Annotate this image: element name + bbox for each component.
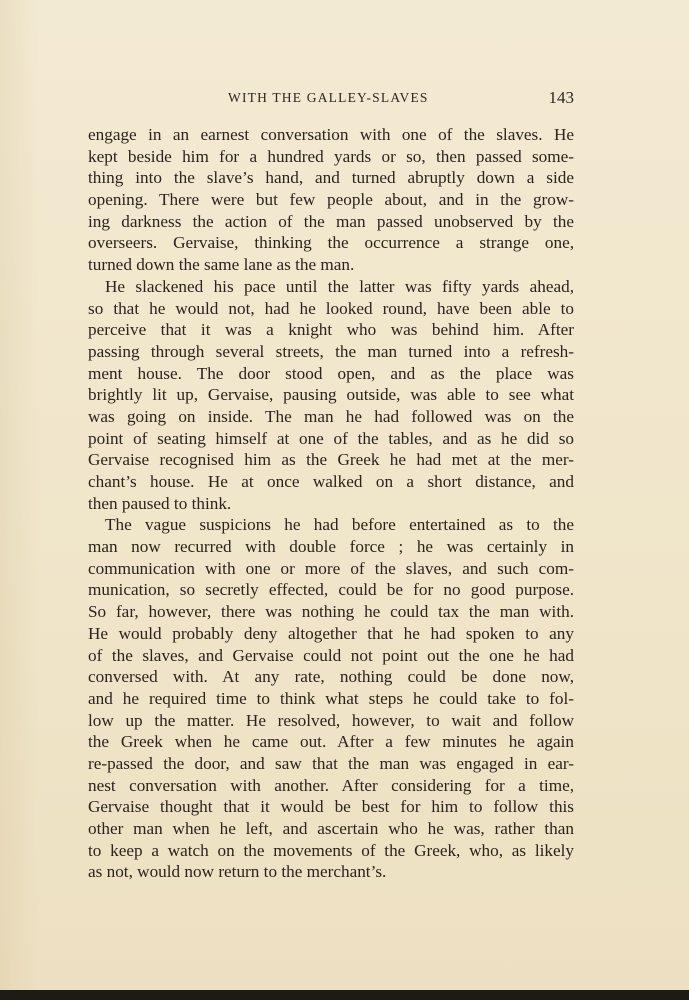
text-line: so that he would not, had he looked round, have been able to (88, 298, 574, 318)
text-line: of the slaves, and Gervaise could not point out the one he had (88, 645, 574, 665)
text-line: the Greek when he came out. After a few minutes he again (88, 732, 574, 752)
text-line: Gervaise recognised him as the Greek he had met at the mer- (88, 450, 574, 470)
text-line: perceive that it was a knight who was behind him. After (88, 320, 574, 340)
text-line: ment house. The door stood open, and as the place was (88, 363, 574, 383)
page-header (88, 88, 574, 110)
text-line: re-passed the door, and saw that the man was engaged in ear- (88, 753, 574, 773)
text-line: brightly lit up, Gervaise, pausing outside, was able to see what (88, 385, 574, 405)
text-line: chant’s house. He at once walked on a short distance, and (88, 472, 574, 491)
text-line: nest conversation with another. After considering for a time, (88, 775, 574, 795)
page-number: 143 (548, 88, 574, 107)
text-line: other man when he left, and ascertain who he was, rather than (88, 819, 574, 838)
text-line: ing darkness the action of the man passed unobserved by the (88, 211, 574, 231)
text-line: kept beside him for a hundred yards or so, then passed some- (88, 146, 574, 166)
text-line: passing through several streets, the man turned into a refresh- (88, 341, 574, 361)
body-text (88, 124, 574, 883)
text-line: and he required time to think what steps he could take to fol- (88, 688, 574, 708)
text-line: man now recurred with double force ; he was certainly in (88, 537, 574, 557)
bottom-edge-bar (0, 990, 689, 1000)
text-line: Gervaise thought that it would be best for him to follow this (88, 797, 574, 817)
text-line: So far, however, there was nothing he could tax the man with. (88, 602, 574, 622)
text-line: then paused to think. (88, 493, 232, 513)
text-line: overseers. Gervaise, thinking the occurrence a strange one, (88, 233, 574, 253)
text-line: munication, so secretly effected, could be for no good purpose. (88, 580, 574, 600)
text-line: thing into the slave’s hand, and turned abruptly down a side (88, 168, 574, 188)
text-line: He would probably deny altogether that he had spoken to any (88, 623, 574, 643)
text-line: point of seating himself at one of the tables, and as he did so (88, 428, 574, 448)
text-line: was going on inside. The man he had followed was on the (88, 406, 574, 426)
text-line: to keep a watch on the movements of the Greek, who, as likely (88, 840, 574, 860)
text-line: turned down the same lane as the man. (88, 255, 355, 275)
text-line: as not, would now return to the merchant’s. (88, 862, 387, 882)
text-line: The vague suspicions he had before entertained as to the (105, 515, 574, 535)
text-line: communication with one or more of the slaves, and such com- (88, 558, 574, 578)
text-line: engage in an earnest conversation with one of the slaves. He (88, 125, 574, 144)
text-line: opening. There were but few people about, and in the grow- (88, 190, 574, 210)
text-line: He slackened his pace until the latter was fifty yards ahead, (105, 276, 574, 296)
text-line: low up the matter. He resolved, however, to wait and follow (88, 710, 574, 730)
running-head: WITH THE GALLEY-SLAVES (228, 90, 429, 105)
text-line: conversed with. At any rate, nothing could be done now, (88, 667, 574, 687)
